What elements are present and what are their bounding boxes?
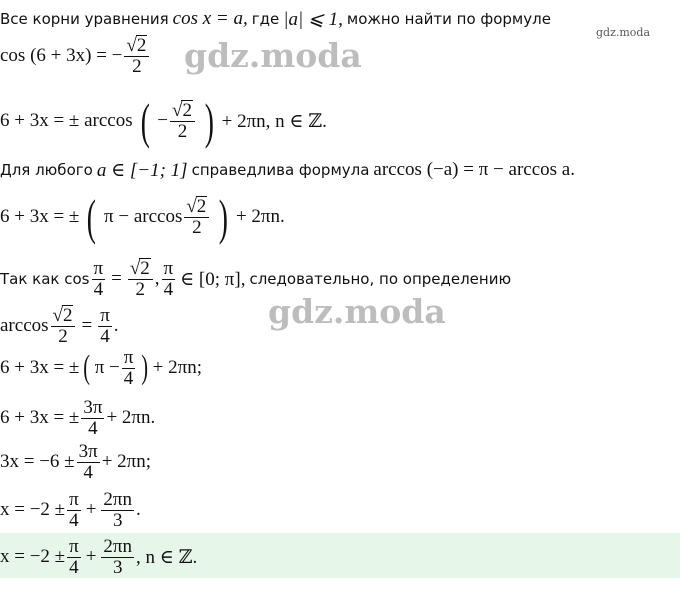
eq6-num: 3π (78, 440, 98, 462)
eq3-rhs: + 2πn. (235, 206, 285, 227)
since-line (0, 252, 511, 306)
eq4-den: 4 (123, 367, 134, 389)
arccos-den: 2 (58, 326, 68, 347)
since-eq: = (111, 268, 122, 289)
equation-line-4 (0, 344, 202, 392)
eq4-num: π (123, 346, 134, 368)
answer-f1-den: 4 (69, 556, 79, 578)
arccos-lhs: arccos (0, 315, 49, 336)
arccos-fraction: √ 2 2 (51, 305, 76, 347)
eq6-den: 4 (83, 461, 93, 483)
since-frac-3 (162, 259, 176, 300)
eq5-den: 4 (88, 417, 98, 439)
equation-line-7 (0, 486, 141, 534)
answer-f2-num: 2πn (103, 535, 133, 557)
arccos-res-num: π (100, 304, 110, 326)
arccos-eq: = (81, 315, 93, 336)
arccos-res-den: 4 (100, 325, 110, 347)
eq7-f1-den: 4 (69, 509, 79, 531)
eq7-end: . (136, 499, 141, 520)
rule-text-a: Для любого (0, 161, 93, 179)
eq4-rhs: + 2πn; (152, 357, 203, 378)
eq1-den: 2 (132, 56, 142, 77)
eq3-paren-open: ( (87, 189, 97, 245)
eq7-lhs: x = −2 ± (0, 499, 66, 520)
eq2-lhs: 6 + 3x = ± arccos (0, 110, 133, 131)
eq3-fraction: √ 2 2 (184, 196, 209, 238)
eq2-fraction: √ 2 2 (170, 100, 195, 142)
eq3-den: 2 (192, 217, 202, 238)
since-frac-1 (92, 259, 106, 300)
since-text-b: следовательно, по определению (249, 270, 512, 288)
eq2-num: 2 (182, 100, 192, 122)
watermark-top: gdz.moda (184, 36, 362, 75)
eq6-fraction (77, 442, 100, 483)
rule-line (0, 157, 575, 183)
eq5-lhs: 6 + 3x = ± (0, 407, 80, 428)
intro-condition: |a| ⩽ 1, (283, 8, 343, 30)
answer-fraction-1 (67, 537, 81, 578)
answer-end: , n ∈ ℤ. (136, 546, 198, 568)
eq2-minus: − (157, 110, 169, 131)
rule-formula: arccos (−a) = π − arccos a. (373, 159, 575, 180)
arccos-result (98, 306, 112, 347)
equation-line-5 (0, 394, 155, 442)
eq3-inner: π − arccos (104, 206, 183, 227)
since-f3-num: π (163, 257, 174, 279)
intro-text-a: Все корни уравнения (0, 10, 169, 28)
eq1-lhs: cos (6 + 3x) = − (0, 45, 123, 66)
intro-line (0, 6, 551, 32)
answer-plus: + (85, 546, 97, 567)
eq4-lhs: 6 + 3x = ± (0, 357, 80, 378)
intro-text-c: можно найти по формуле (346, 10, 551, 28)
answer-line (0, 533, 197, 581)
eq1-fraction: √ 2 2 (124, 35, 149, 77)
intro-text-b: где (251, 10, 280, 28)
since-frac-2: √ 2 2 (128, 258, 153, 300)
eq7-f2-num: 2πn (103, 488, 133, 510)
eq4-paren-close: ) (141, 349, 149, 386)
eq7-f2-den: 3 (112, 509, 123, 531)
answer-lhs: x = −2 ± (0, 546, 66, 567)
eq1-num: 2 (136, 35, 147, 57)
since-text-a: Так как cos (0, 270, 90, 288)
eq3-paren-close: ) (219, 189, 229, 245)
arccos-end: . (113, 315, 119, 336)
corner-watermark: gdz.moda (596, 26, 651, 39)
answer-f1-num: π (69, 535, 79, 557)
equation-line-6 (0, 438, 151, 486)
since-f3-den: 4 (163, 278, 174, 300)
since-f2-num: 2 (140, 258, 150, 280)
equation-line-2 (0, 90, 327, 152)
eq5-fraction (81, 398, 104, 439)
rule-text-b: справедлива формула (191, 161, 370, 179)
eq2-paren-open: ( (140, 93, 150, 149)
arccos-num: 2 (62, 305, 73, 327)
since-f2-den: 2 (135, 279, 146, 300)
eq6-lhs: 3x = −6 ± (0, 451, 75, 472)
eq3-lhs: 6 + 3x = ± (0, 206, 80, 227)
eq2-paren-close: ) (204, 93, 214, 149)
eq4-inner: π − (94, 357, 120, 378)
answer-fraction-2 (101, 537, 134, 578)
since-f1-den: 4 (93, 278, 104, 300)
eq3-num: 2 (196, 196, 207, 218)
eq4-paren-open: ( (83, 349, 91, 386)
eq2-den: 2 (177, 121, 188, 142)
equation-line-3 (0, 186, 285, 248)
eq7-fraction-1 (67, 490, 81, 531)
eq7-f1-num: π (69, 488, 79, 510)
eq2-rhs: + 2πn, n ∈ ℤ. (221, 110, 327, 132)
since-f1-num: π (93, 257, 104, 279)
intro-equation: cos x = a, (172, 8, 248, 29)
eq4-fraction (122, 348, 136, 389)
eq6-rhs: + 2πn; (101, 451, 152, 472)
watermark-middle: gdz.moda (268, 292, 446, 331)
eq5-rhs: + 2πn. (106, 407, 156, 428)
equation-line-1 (0, 30, 151, 82)
eq7-fraction-2 (101, 490, 134, 531)
since-comma: , (154, 268, 160, 289)
rule-domain: a ∈ [−1; 1] (96, 159, 188, 181)
answer-f2-den: 3 (112, 556, 123, 578)
since-interval: ∈ [0; π], (180, 268, 246, 290)
eq5-num: 3π (83, 396, 103, 418)
eq7-plus: + (85, 499, 97, 520)
